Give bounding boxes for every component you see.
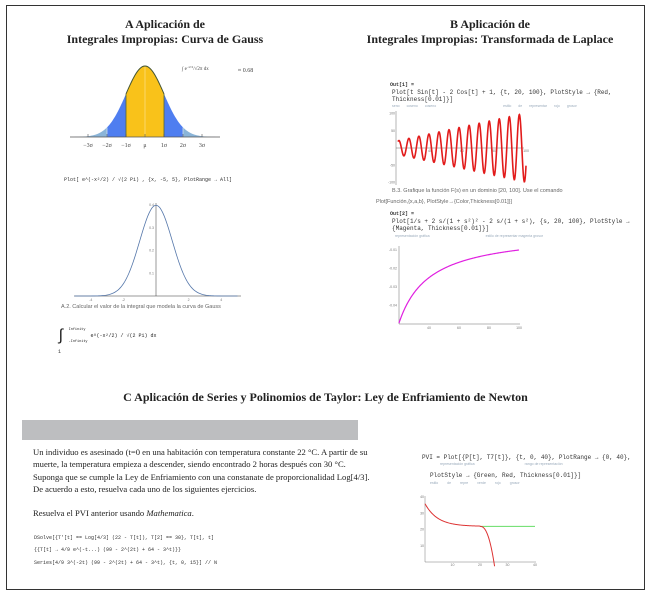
- plot2-code: Plot[1/s + 2 s/(1 + s²)² - 2 s/(1 + s²), {s, 20, 100}, PlotStyle → {Magenta, Thickness[0.01]}]: [392, 218, 630, 232]
- series-code: Series[4/9 3^(-2t) (99 - 2^(2t) + 64 - 3^t), {t, 0, 15}] // N: [34, 560, 218, 566]
- sigma-label: 1σ: [160, 143, 168, 149]
- x-tick-label: 60: [457, 326, 461, 330]
- y-tick-label: 0.3: [149, 225, 154, 230]
- y-tick-label: 50: [391, 128, 395, 133]
- y-tick-label: -0.03: [389, 285, 397, 289]
- y-tick-label: 30: [420, 511, 424, 516]
- y-tick-label: -0.04: [389, 303, 397, 308]
- lower-limit: -Infinity: [68, 340, 88, 344]
- gauss-region: [164, 94, 183, 137]
- gray-banner: [22, 420, 358, 440]
- integrand: e^(-x²/2) / √(2 Pi) dx: [90, 333, 157, 339]
- y-tick-label: 20: [420, 527, 424, 532]
- out-label: Out[2] =: [390, 211, 415, 217]
- gauss-plot-code: Plot[ e^(-x²/2) / √(2 Pi) , {x, -5, 5}, PlotRange → All]: [64, 177, 233, 183]
- hint: rojo: [494, 481, 501, 485]
- x-tick-label: 40: [533, 563, 537, 567]
- mathematica-emphasis: Mathematica: [146, 508, 192, 518]
- integral-value-label: ≈ 0.68: [238, 68, 254, 74]
- laplace-red-plot: [387, 110, 530, 186]
- x-tick-label: 40: [428, 149, 432, 153]
- caption-b3-line1: B.3. Grafique la función F(s) en un dominio [20, 100]. Use el comando: [392, 188, 563, 194]
- plot2-hints: [395, 234, 543, 238]
- sigma-label: 2σ: [179, 143, 187, 149]
- x-tick-label: 30: [505, 563, 510, 567]
- y-tick-label: -0.02: [389, 266, 397, 271]
- hint: estilo de repre: [430, 481, 469, 485]
- out-label: Out[1] =: [390, 82, 415, 88]
- y-tick-label: 10: [420, 543, 424, 548]
- title-line: B Aplicación de: [449, 17, 530, 31]
- hint: estilo de representar: [485, 234, 518, 238]
- x-tick-label: 4: [220, 298, 223, 302]
- gauss-plot: [70, 200, 245, 302]
- section-a-title: [40, 17, 290, 47]
- plot1-code: Plot[t Sin[t] - 2 Cos[t] + 1, {t, 20, 100}, PlotStyle → {Red, Thickness[0.01]}]: [392, 89, 612, 103]
- x-tick-label: 2: [187, 298, 190, 302]
- pvi-code-line2: PlotStyle → {Green, Red, Thickness[0.01]}]: [430, 472, 582, 479]
- integral-expression: [56, 324, 157, 348]
- caption-a2: A.2. Calcular el valor de la integral que modela la curva de Gauss: [61, 304, 221, 310]
- hint: magenta: [518, 234, 533, 238]
- hint: rojo: [554, 104, 560, 108]
- y-tick-label: 0.2: [149, 248, 154, 253]
- pvi-hints1: [440, 462, 563, 466]
- section-c-title: C Aplicación de Series y Polinomios de Taylor: Ley de Enfriamiento de Newton: [123, 390, 528, 404]
- y-tick-label: -50: [389, 163, 395, 168]
- instruction-text: [33, 507, 373, 519]
- hint: representación gráfica: [440, 462, 475, 466]
- integral-symbol: ∫ $e^{-x^2/2}/√2\pi$ dx: [182, 65, 209, 72]
- y-tick-label: 100: [389, 111, 395, 116]
- hint: grosor: [533, 234, 544, 238]
- instruction-prefix: Resuelva el PVI anterior usando: [33, 508, 147, 518]
- hint: grosor: [509, 481, 520, 485]
- hint: grosor: [566, 104, 577, 108]
- x-tick-label: 80: [487, 326, 491, 330]
- dsolve-code: DSolve[{T'[t] == Log[4/3] (22 - T[t]), T[2] == 30}, T[t], t]: [34, 535, 215, 541]
- title-line: Integrales Impropias: Curva de Gauss: [66, 32, 264, 46]
- hint: seno: [392, 104, 400, 108]
- integral-sign: ∫: [56, 327, 66, 345]
- hint: representación gráfica: [395, 234, 430, 238]
- gauss-region: [183, 127, 215, 137]
- x-tick-label: -2: [121, 298, 125, 302]
- problem-paragraph: Un individuo es asesinado (t=0 en una habitación con temperatura constante 22 °C. A partir de su muerte, la temperatura empieza a descender, siendo encontrado 2 horas después con 30 °C. Suponga que se cumple la Ley de Enfriamiento con una constanate de proporcionalidad Log[4/3]. De acuerdo a esto, resuelva cada uno de los siguientes ejercicios.: [33, 447, 370, 494]
- caption-b3-line2: Plot[Función,{x,a,b}, PlotStyle→{Color,Thickness[0.01]}]: [376, 199, 513, 205]
- x-tick-label: -4: [89, 298, 93, 302]
- x-tick-label: 80: [492, 149, 496, 153]
- sigma-label: 3σ: [198, 143, 206, 149]
- x-tick-label: 10: [450, 563, 455, 567]
- title-line: A Aplicación de: [124, 17, 205, 31]
- x-tick-label: 60: [460, 149, 464, 153]
- upper-limit: Infinity: [68, 328, 86, 332]
- hint: rango de representación: [524, 462, 563, 466]
- hint: coseno: [406, 104, 418, 108]
- x-tick-label: 100: [516, 326, 522, 330]
- laplace-magenta-plot: [390, 244, 530, 330]
- sigma-label: −1σ: [121, 143, 131, 149]
- hint: estilo de representar: [503, 104, 548, 108]
- sigma-label: μ: [143, 143, 147, 149]
- red-curve: [425, 504, 495, 567]
- y-tick-label: 0.4: [149, 203, 154, 207]
- gauss-area-figure: [60, 56, 265, 154]
- sigma-label: −3σ: [83, 143, 93, 149]
- gauss-region: [75, 127, 107, 137]
- y-tick-label: -0.01: [389, 248, 397, 252]
- y-tick-label: -100: [387, 180, 395, 185]
- x-tick-label: 20: [478, 563, 482, 567]
- hint: coseno: [424, 104, 437, 108]
- y-tick-label: 0.1: [149, 271, 154, 276]
- pvi-code-line1: PVI = Plot[{P[t], T7[t]}, {t, 0, 40}, PlotRange → {0, 40},: [422, 454, 631, 461]
- pvi-hints2: [430, 481, 520, 485]
- x-tick-label: 40: [427, 326, 431, 330]
- pvi-plot: [418, 494, 540, 566]
- title-line: Integrales Impropias: Transformada de Laplace: [366, 32, 614, 46]
- integral-result: 1: [58, 349, 62, 355]
- section-b-title: [350, 17, 630, 47]
- plot1-hints: [392, 104, 577, 108]
- y-tick-label: 40: [420, 495, 424, 500]
- sigma-label: −2σ: [102, 143, 112, 149]
- x-tick-label: 100: [523, 149, 529, 153]
- dsolve-output: {{T[t] → 4/9 e^(-t...) (99 - 2^(2t) + 64 - 3^t)}}: [34, 547, 182, 553]
- magenta-curve: [399, 250, 519, 323]
- hint: verde: [477, 481, 486, 485]
- instruction-suffix: .: [191, 508, 194, 518]
- gauss-region: [107, 94, 126, 137]
